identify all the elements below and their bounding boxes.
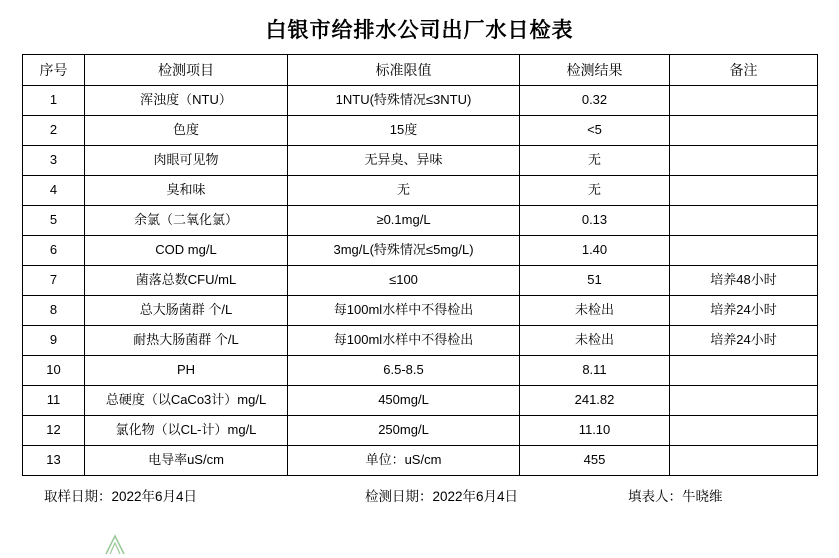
cell-remark — [670, 386, 818, 416]
table-row — [23, 386, 818, 416]
cell-no: 11 — [23, 386, 85, 416]
cell-result: 8.11 — [520, 356, 670, 386]
filled-by: 填表人：牛晓维 — [628, 489, 723, 504]
cell-standard: 15度 — [288, 116, 520, 146]
cell-result: 0.13 — [520, 206, 670, 236]
cell-standard: 每100ml水样中不得检出 — [288, 296, 520, 326]
header-cell-remark: 备注 — [670, 55, 818, 86]
cell-no: 12 — [23, 416, 85, 446]
cell-item: 色度 — [85, 116, 288, 146]
cell-item: 总大肠菌群 个/L — [85, 296, 288, 326]
header-cell-standard: 标准限值 — [288, 55, 520, 86]
cell-no: 10 — [23, 356, 85, 386]
cell-result: 51 — [520, 266, 670, 296]
cell-item: 臭和味 — [85, 176, 288, 206]
cell-remark — [670, 446, 818, 476]
footer — [0, 485, 839, 507]
cell-standard: 3mg/L(特殊情况≤5mg/L) — [288, 236, 520, 266]
cell-item: 肉眼可见物 — [85, 146, 288, 176]
cell-item: COD mg/L — [85, 236, 288, 266]
cell-remark — [670, 86, 818, 116]
cell-result: 11.10 — [520, 416, 670, 446]
table-container — [0, 54, 839, 476]
cell-standard: 1NTU(特殊情况≤3NTU) — [288, 86, 520, 116]
cell-no: 7 — [23, 266, 85, 296]
table-row — [23, 296, 818, 326]
cell-no: 2 — [23, 116, 85, 146]
water-quality-table — [22, 54, 818, 476]
cell-no: 9 — [23, 326, 85, 356]
cell-item: 余氯（二氧化氯） — [85, 206, 288, 236]
cell-standard: 无 — [288, 176, 520, 206]
watermark-icon — [102, 534, 128, 556]
cell-remark — [670, 236, 818, 266]
page-title: 白银市给排水公司出厂水日检表 — [265, 18, 574, 42]
table-row — [23, 86, 818, 116]
cell-standard: 单位：uS/cm — [288, 446, 520, 476]
table-row — [23, 416, 818, 446]
cell-standard: ≥0.1mg/L — [288, 206, 520, 236]
cell-standard: 无异臭、异味 — [288, 146, 520, 176]
cell-remark — [670, 356, 818, 386]
cell-result: 未检出 — [520, 326, 670, 356]
cell-no: 13 — [23, 446, 85, 476]
cell-standard: 250mg/L — [288, 416, 520, 446]
cell-remark: 培养24小时 — [670, 296, 818, 326]
header-cell-result: 检测结果 — [520, 55, 670, 86]
cell-standard: 450mg/L — [288, 386, 520, 416]
cell-standard: ≤100 — [288, 266, 520, 296]
table-row — [23, 236, 818, 266]
cell-remark — [670, 116, 818, 146]
cell-result: 无 — [520, 176, 670, 206]
cell-remark: 培养48小时 — [670, 266, 818, 296]
table-header — [23, 55, 818, 86]
cell-item: 耐热大肠菌群 个/L — [85, 326, 288, 356]
cell-remark: 培养24小时 — [670, 326, 818, 356]
cell-item: 浑浊度（NTU） — [85, 86, 288, 116]
cell-result: 无 — [520, 146, 670, 176]
cell-item: 氯化物（以CL-计）mg/L — [85, 416, 288, 446]
cell-no: 5 — [23, 206, 85, 236]
cell-standard: 6.5-8.5 — [288, 356, 520, 386]
cell-standard: 每100ml水样中不得检出 — [288, 326, 520, 356]
cell-item: 电导率uS/cm — [85, 446, 288, 476]
cell-result: 1.40 — [520, 236, 670, 266]
header-cell-item: 检测项目 — [85, 55, 288, 86]
table-row — [23, 146, 818, 176]
cell-result: <5 — [520, 116, 670, 146]
cell-no: 8 — [23, 296, 85, 326]
cell-item: 菌落总数CFU/mL — [85, 266, 288, 296]
table-row — [23, 326, 818, 356]
cell-result: 未检出 — [520, 296, 670, 326]
table-row — [23, 116, 818, 146]
table-row — [23, 176, 818, 206]
table-row — [23, 356, 818, 386]
table-header-row — [23, 55, 818, 86]
cell-no: 3 — [23, 146, 85, 176]
cell-remark — [670, 146, 818, 176]
cell-item: PH — [85, 356, 288, 386]
testing-date: 检测日期：2022年6月4日 — [365, 489, 519, 504]
table-row — [23, 446, 818, 476]
cell-remark — [670, 206, 818, 236]
cell-result: 0.32 — [520, 86, 670, 116]
cell-no: 4 — [23, 176, 85, 206]
sampling-date: 取样日期：2022年6月4日 — [44, 489, 198, 504]
cell-result: 241.82 — [520, 386, 670, 416]
table-row — [23, 266, 818, 296]
table-body — [23, 86, 818, 476]
table-row — [23, 206, 818, 236]
cell-remark — [670, 176, 818, 206]
cell-no: 6 — [23, 236, 85, 266]
cell-remark — [670, 416, 818, 446]
cell-result: 455 — [520, 446, 670, 476]
cell-item: 总硬度（以CaCo3计）mg/L — [85, 386, 288, 416]
cell-no: 1 — [23, 86, 85, 116]
header-cell-no: 序号 — [23, 55, 85, 86]
